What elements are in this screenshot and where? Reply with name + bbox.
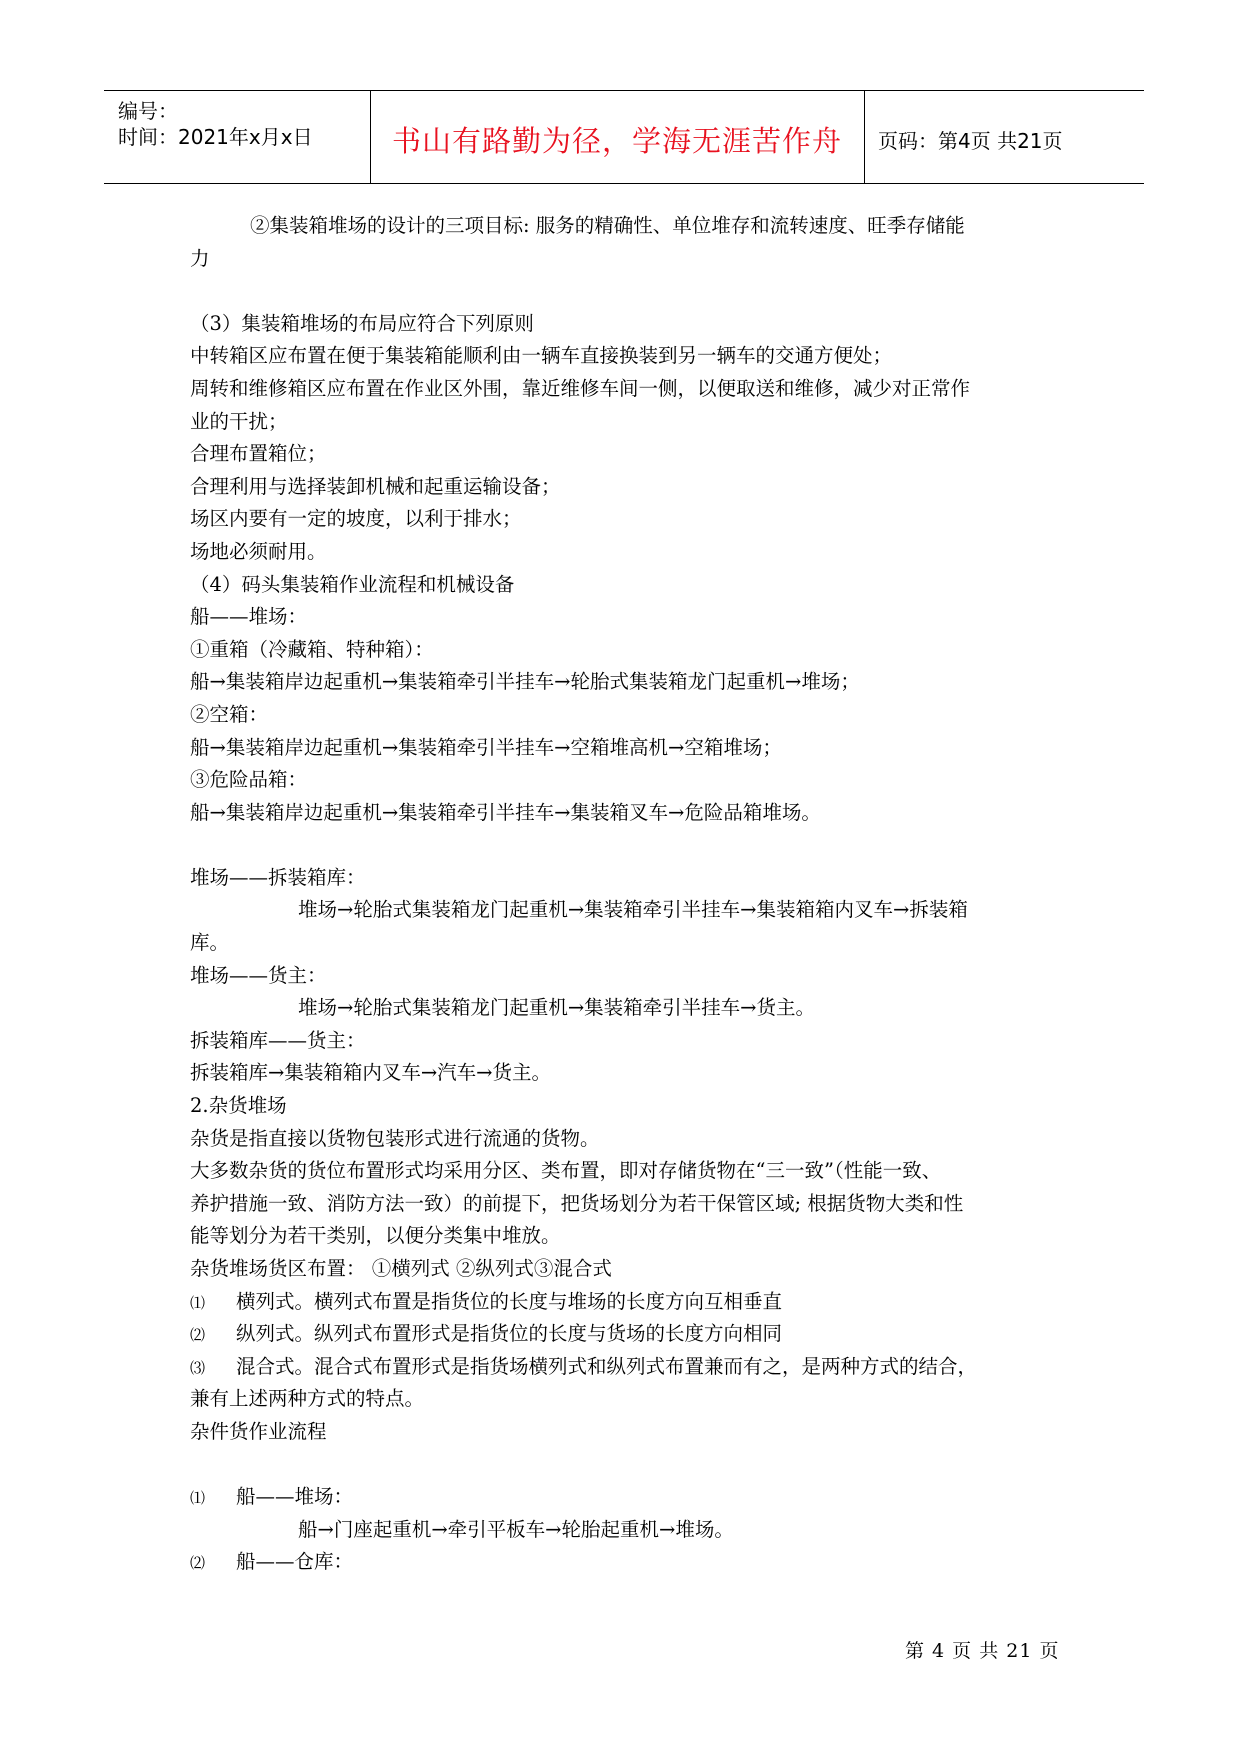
header-motto-cell [370, 91, 865, 183]
list-item-text: 船——堆场： [236, 1485, 354, 1509]
paragraph-line: 合理利用与选择装卸机械和起重运输设备； [190, 474, 561, 498]
motto: 书山有路勤为径，学海无涯苦作舟 [391, 124, 842, 158]
section-heading: 2.杂货堆场 [190, 1094, 287, 1118]
paragraph-line: 能等划分为若干类别，以便分类集中堆放。 [190, 1224, 561, 1248]
list-marker: ⑵ [190, 1554, 206, 1573]
section-heading: （4）码头集装箱作业流程和机械设备 [190, 572, 515, 596]
header-info-cell [104, 91, 371, 183]
page-number-label: 页码：第4页 共21页 [878, 129, 1063, 153]
paragraph-line: 养护措施一致、消防方法一致）的前提下，把货场划分为若干保管区域; 根据货物大类和性 [190, 1191, 964, 1215]
list-item [190, 1351, 1070, 1384]
paragraph-line: 堆场——拆装箱库： [190, 865, 366, 889]
paragraph-line: 场地必须耐用。 [190, 539, 327, 563]
list-marker: ⑶ [190, 1358, 206, 1377]
paragraph-line: 杂货堆场货区布置： ①横列式 ②纵列式③混合式 [190, 1257, 612, 1280]
document-body [190, 210, 1070, 1579]
paragraph-line: 大多数杂货的货位布置形式均采用分区、类布置，即对存储货物在“三一致”（性能一致、 [190, 1159, 942, 1183]
list-item [190, 1318, 1070, 1351]
list-item [190, 1481, 1070, 1514]
list-marker: ⑴ [190, 1489, 206, 1508]
paragraph-line: 堆场——货主： [190, 963, 327, 987]
paragraph-line: 拆装箱库——货主： [190, 1028, 366, 1052]
page-footer: 第 4 页 共 21 页 [905, 1640, 1060, 1662]
paragraph-line: 周转和维修箱区应布置在作业区外围，靠近维修车间一侧，以便取送和维修，减少对正常作 [190, 376, 971, 400]
list-item-text: 船——仓库： [236, 1550, 354, 1574]
paragraph-line: 力 [190, 246, 210, 270]
paragraph-line: 场区内要有一定的坡度，以利于排水； [190, 507, 522, 531]
paragraph-line: ②空箱： [190, 702, 269, 726]
list-marker: ⑴ [190, 1293, 206, 1312]
paragraph-line: 堆场→轮胎式集装箱龙门起重机→集装箱牵引半挂车→集装箱箱内叉车→拆装箱 [298, 898, 968, 922]
list-item-text: 混合式。混合式布置形式是指货场横列式和纵列式布置兼而有之，是两种方式的结合， [236, 1354, 978, 1378]
list-item [190, 1546, 1070, 1579]
list-marker: ⑵ [190, 1326, 206, 1345]
paragraph-line: 合理布置箱位； [190, 442, 327, 466]
paragraph-line: ①重箱（冷藏箱、特种箱）： [190, 637, 434, 661]
paragraph-line: 库。 [190, 931, 230, 955]
paragraph-line: 船→集装箱岸边起重机→集装箱牵引半挂车→集装箱叉车→危险品箱堆场。 [190, 800, 821, 824]
paragraph-line: 堆场→轮胎式集装箱龙门起重机→集装箱牵引半挂车→货主。 [298, 996, 816, 1020]
paragraph-line: 业的干扰； [190, 409, 288, 433]
paragraph-line: 拆装箱库→集装箱箱内叉车→汽车→货主。 [190, 1061, 552, 1085]
page-header [104, 90, 1144, 184]
header-page-cell [864, 91, 1144, 183]
paragraph-line: 兼有上述两种方式的特点。 [190, 1387, 425, 1411]
list-item-text: 横列式。横列式布置是指货位的长度与堆场的长度方向互相垂直 [236, 1289, 783, 1313]
time-label: 时间：2021年x月x日 [118, 125, 313, 149]
list-item-text: 纵列式。纵列式布置形式是指货位的长度与货场的长度方向相同 [236, 1322, 783, 1346]
paragraph-line: 船→门座起重机→牵引平板车→轮胎起重机→堆场。 [298, 1517, 734, 1541]
paragraph-line: 中转箱区应布置在便于集装箱能顺利由一辆车直接换装到另一辆车的交通方便处； [190, 344, 893, 368]
paragraph-line: 船→集装箱岸边起重机→集装箱牵引半挂车→轮胎式集装箱龙门起重机→堆场； [190, 670, 860, 694]
paragraph-line: 船→集装箱岸边起重机→集装箱牵引半挂车→空箱堆高机→空箱堆场； [190, 735, 782, 759]
serial-number-label: 编号： [118, 99, 178, 123]
paragraph-line: 杂件货作业流程 [190, 1419, 327, 1443]
paragraph-line: ③危险品箱： [190, 768, 308, 792]
paragraph-line: ②集装箱堆场的设计的三项目标: 服务的精确性、单位堆存和流转速度、旺季存储能 [250, 214, 965, 237]
list-item [190, 1286, 1070, 1319]
section-heading: （3）集装箱堆场的布局应符合下列原则 [190, 311, 534, 335]
paragraph-line: 杂货是指直接以货物包装形式进行流通的货物。 [190, 1126, 600, 1150]
paragraph-line: 船——堆场： [190, 605, 308, 629]
